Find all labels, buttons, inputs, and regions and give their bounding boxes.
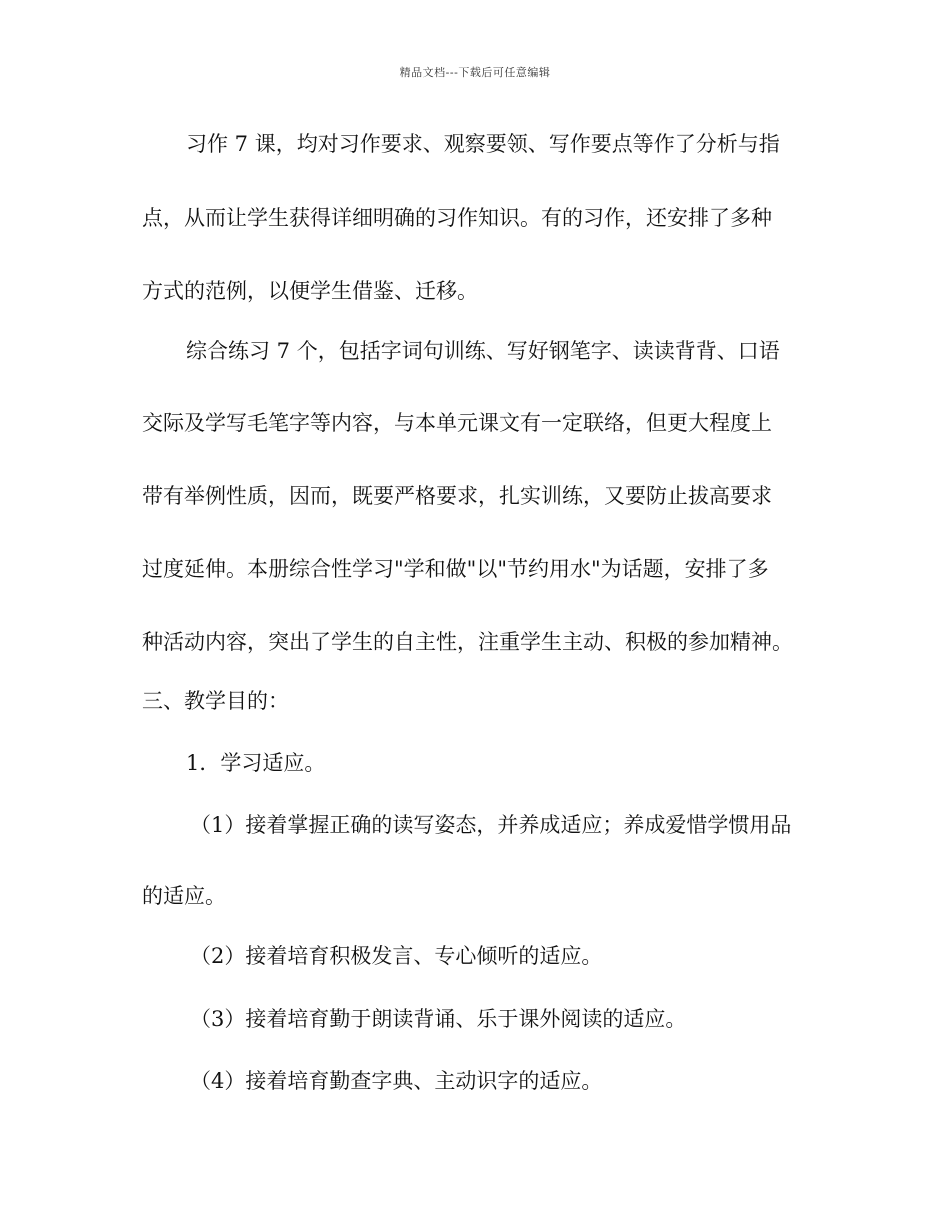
list-item-heading: 1．学习适应。 [186, 751, 326, 775]
list-item: （3）接着培育勤于朗读背诵、乐于课外阅读的适应。 [190, 1007, 687, 1031]
paragraph-line: 综合练习 7 个，包括字词句训练、写好钢笔字、读读背背、口语 [186, 339, 780, 363]
paragraph-line: 点，从而让学生获得详细明确的习作知识。有的习作，还安排了多种 [142, 206, 772, 230]
list-item: （1）接着掌握正确的读写姿态，并养成适应；养成爱惜学惯用品 [190, 813, 792, 837]
paragraph-line: 交际及学写毛笔字等内容，与本单元课文有一定联络，但更大程度上 [142, 411, 772, 435]
paragraph-line: 方式的范例，以便学生借鉴、迁移。 [142, 279, 478, 303]
list-item: （2）接着培育积极发言、专心倾听的适应。 [190, 944, 603, 968]
list-item: （4）接着培育勤查字典、主动识字的适应。 [190, 1069, 603, 1093]
page-header: 精品文档---下载后可任意编辑 [399, 66, 551, 79]
section-title: 三、教学目的： [142, 689, 289, 713]
list-item-continuation: 的适应。 [142, 884, 226, 908]
paragraph-line: 种活动内容，突出了学生的自主性，注重学生主动、积极的参加精神。 [142, 630, 793, 654]
paragraph-line: 过度延伸。本册综合性学习"学和做"以"节约用水"为话题，安排了多 [142, 557, 769, 581]
paragraph-line: 习作 7 课，均对习作要求、观察要领、写作要点等作了分析与指 [186, 132, 780, 156]
paragraph-line: 带有举例性质，因而，既要严格要求，扎实训练，又要防止拔高要求 [142, 484, 772, 508]
